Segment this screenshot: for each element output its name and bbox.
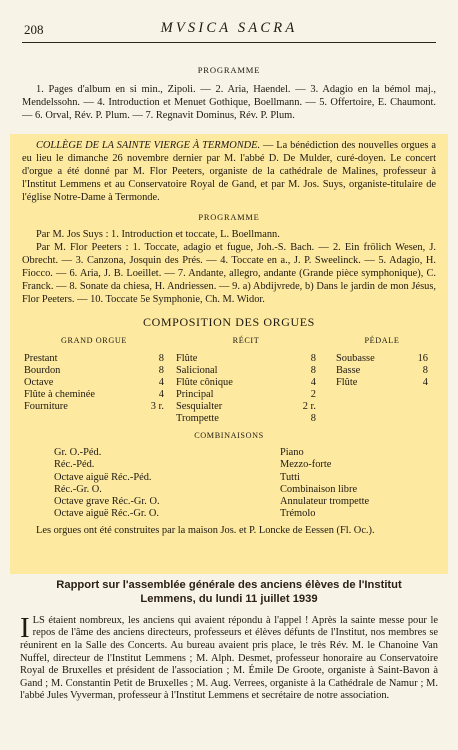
report-section — [20, 578, 438, 703]
stop-size: 4 — [310, 376, 316, 388]
stop-size: 8 — [158, 364, 164, 376]
combinaison-item: Réc.-Péd. — [54, 459, 95, 471]
combinaison-item: Piano — [280, 447, 304, 459]
drop-cap: I — [20, 611, 30, 644]
stop-size: 8 — [158, 352, 164, 364]
combinaison-item: Tutti — [280, 471, 300, 483]
programme-heading: PROGRAMME — [197, 65, 261, 75]
stop-size: 4 — [158, 388, 164, 400]
combinaisons-heading: COMBINAISONS — [194, 431, 264, 441]
organ-stop — [176, 401, 316, 413]
concert-programme-heading: PROGRAMME — [198, 212, 260, 222]
stop-name: Basse — [336, 364, 361, 376]
page-header — [0, 0, 458, 42]
stop-name: Salicional — [176, 364, 218, 376]
organ-stop — [176, 377, 316, 389]
pedale-stops — [336, 353, 428, 389]
grand-orgue-stops — [24, 353, 164, 413]
stop-size: 16 — [417, 352, 428, 364]
stops-table — [22, 335, 436, 425]
stop-name: Octave — [24, 376, 54, 388]
college-title: COLLÈGE DE LA SAINTE VIERGE À TERMONDE. — [36, 140, 261, 151]
combinaison-item: Réc.-Gr. O. — [54, 483, 102, 495]
report-text: LS étaient nombreux, les anciens qui avaient répondu à l'appel ! Après la sainte messe pour le repos de l'âme des anciens directeurs, professeurs et élèves défunts de l'Institut, nos membres se réunirent en la Salle des Concerts. Au bureau avaient pris place, le très Rév. M. le Chanoine Van Nuffel, directeur de l'Institut Lemmens ; M. Alph. Desmet, professeur honoraire au Conservatoire Royal de Bruxelles et président de l'association ; M. Émile De Groote, organiste à Saint-Bavon à Gand ; M. Constantin Petit de Bruxelles ; M. Aug. Verrees, organiste à la Cathédrale de Namur ; M. l'abbé Jules Vyverman, professeur à l'Institut Lemmens et secrétaire de notre association. — [20, 614, 438, 702]
organ-stop — [24, 365, 164, 377]
organ-stop — [176, 353, 316, 365]
combinaison-item: Trémolo — [280, 508, 316, 520]
stop-name: Flûte à cheminée — [24, 388, 95, 400]
combinaisons-left — [22, 447, 254, 520]
pedale-column — [316, 335, 428, 425]
stop-name: Flûte cônique — [176, 376, 233, 388]
stop-size: 4 — [422, 376, 428, 388]
college-intro-paragraph — [22, 140, 436, 205]
pedale-heading: PÉDALE — [364, 335, 400, 345]
stop-size: 8 — [310, 364, 316, 376]
stop-name: Fourniture — [24, 401, 68, 413]
organ-stop — [336, 353, 428, 365]
college-intro: — La bénédiction des nouvelles orgues a eu lieu le dimanche 26 novembre dernier par M. l'abbé D. De Mulder, curé-doyen. Le concert d'orgue a été donné par M. Flor Peeters, organiste de la cathédrale de Malines, professeur à l'Institut Lemmens et au Conservatoire Royal de Gand, et par M. Jos. Suys, organiste-titulaire de l'église Notre-Dame à Termonde. — [22, 140, 436, 203]
combinaison-item: Octave aiguë Réc.-Gr. O. — [54, 508, 160, 520]
report-title — [20, 578, 438, 607]
stop-name: Principal — [176, 388, 214, 400]
recit-stops — [176, 353, 316, 426]
page-number: 208 — [24, 22, 44, 37]
grand-orgue-heading: GRAND ORGUE — [61, 335, 127, 345]
organ-stop — [24, 389, 164, 401]
stop-name: Prestant — [24, 352, 58, 364]
stop-name: Trompette — [176, 413, 219, 425]
combinaisons-right — [254, 447, 369, 520]
stop-size: 8 — [422, 364, 428, 376]
combinaison-item: Octave aiguë Réc.-Péd. — [54, 471, 152, 483]
stop-size: 2 r. — [302, 401, 316, 413]
report-body — [20, 611, 438, 703]
combinaison-item: Annulateur trompette — [280, 495, 370, 507]
report-title-line-2: Lemmens, du lundi 11 juillet 1939 — [140, 593, 318, 606]
stop-size: 4 — [158, 376, 164, 388]
combinaison-item: Combinaison libre — [280, 483, 358, 495]
running-title: MVSICA SACRA — [160, 20, 298, 36]
stop-name: Flûte — [336, 376, 358, 388]
combinaison-item: Octave grave Réc.-Gr. O. — [54, 495, 160, 507]
recit-heading: RÉCIT — [232, 335, 260, 345]
programme-text: 1. Pages d'album en si min., Zipoli. — 2. Aria, Haendel. — 3. Adagio en la bémol maj., Mendelssohn. — 4. Introduction et Menuet Gothique, Boellmann. — 5. Offertoire, E. Chaumont. — 6. Orval, Rév. P. Plum. — 7. Regnavit Dominus, Rév. P. Plum. — [22, 84, 436, 122]
stop-size: 8 — [310, 413, 316, 425]
combinaisons-table — [22, 447, 436, 520]
combinaison-item: Mezzo-forte — [280, 459, 332, 471]
report-title-line-1: Rapport sur l'assemblée générale des anciens élèves de l'Institut — [56, 579, 402, 591]
organ-stop — [24, 353, 164, 365]
stop-name: Bourdon — [24, 364, 61, 376]
stop-name: Sesquialter — [176, 401, 223, 413]
organ-builder-note: Les orgues ont été construites par la maison Jos. et P. Loncke de Eessen (Fl. Oc.). — [36, 525, 375, 537]
organ-stop — [24, 401, 164, 413]
stop-size: 3 r. — [150, 401, 164, 413]
header-rule — [22, 42, 436, 43]
recit-column — [164, 335, 316, 425]
stop-size: 8 — [310, 352, 316, 364]
composition-title: COMPOSITION DES ORGUES — [143, 314, 315, 329]
stop-name: Soubasse — [336, 352, 375, 364]
programme-peeters: Par M. Flor Peeters : 1. Toccate, adagio et fugue, Joh.-S. Bach. — 2. Ein frölich Wesen, J. Obrecht. — 3. Canzona, Josquin des Prés. — 4. Toccate en a., J. P. Sweelinck. — 5. Adagio, H. Fiocco. — 6. Aria, J. B. Loeillet. — 7. Andante, allegro, andante (Grande pièce symphonique), C. Franck. — 8. Sonate da chiesa, H. Andriessen. — 9. a) Abdijvrede, b) Dans le jardin de mon Jésus, Flor Peeters. — 10. Toccate 5e Symphonie, Ch. M. Widor. — [22, 242, 436, 305]
grand-orgue-column — [22, 335, 164, 425]
highlighted-article — [10, 134, 448, 574]
programme-section — [22, 64, 436, 122]
organ-stop — [176, 413, 316, 425]
programme-suys: Par M. Jos Suys : 1. Introduction et toccate, L. Boellmann. — [36, 229, 280, 241]
organ-stop — [336, 365, 428, 377]
organ-stop — [24, 377, 164, 389]
stop-size: 2 — [310, 388, 316, 400]
organ-stop — [336, 377, 428, 389]
combinaison-item: Gr. O.-Péd. — [54, 447, 102, 459]
organ-stop — [176, 365, 316, 377]
stop-name: Flûte — [176, 352, 198, 364]
organ-stop — [176, 389, 316, 401]
